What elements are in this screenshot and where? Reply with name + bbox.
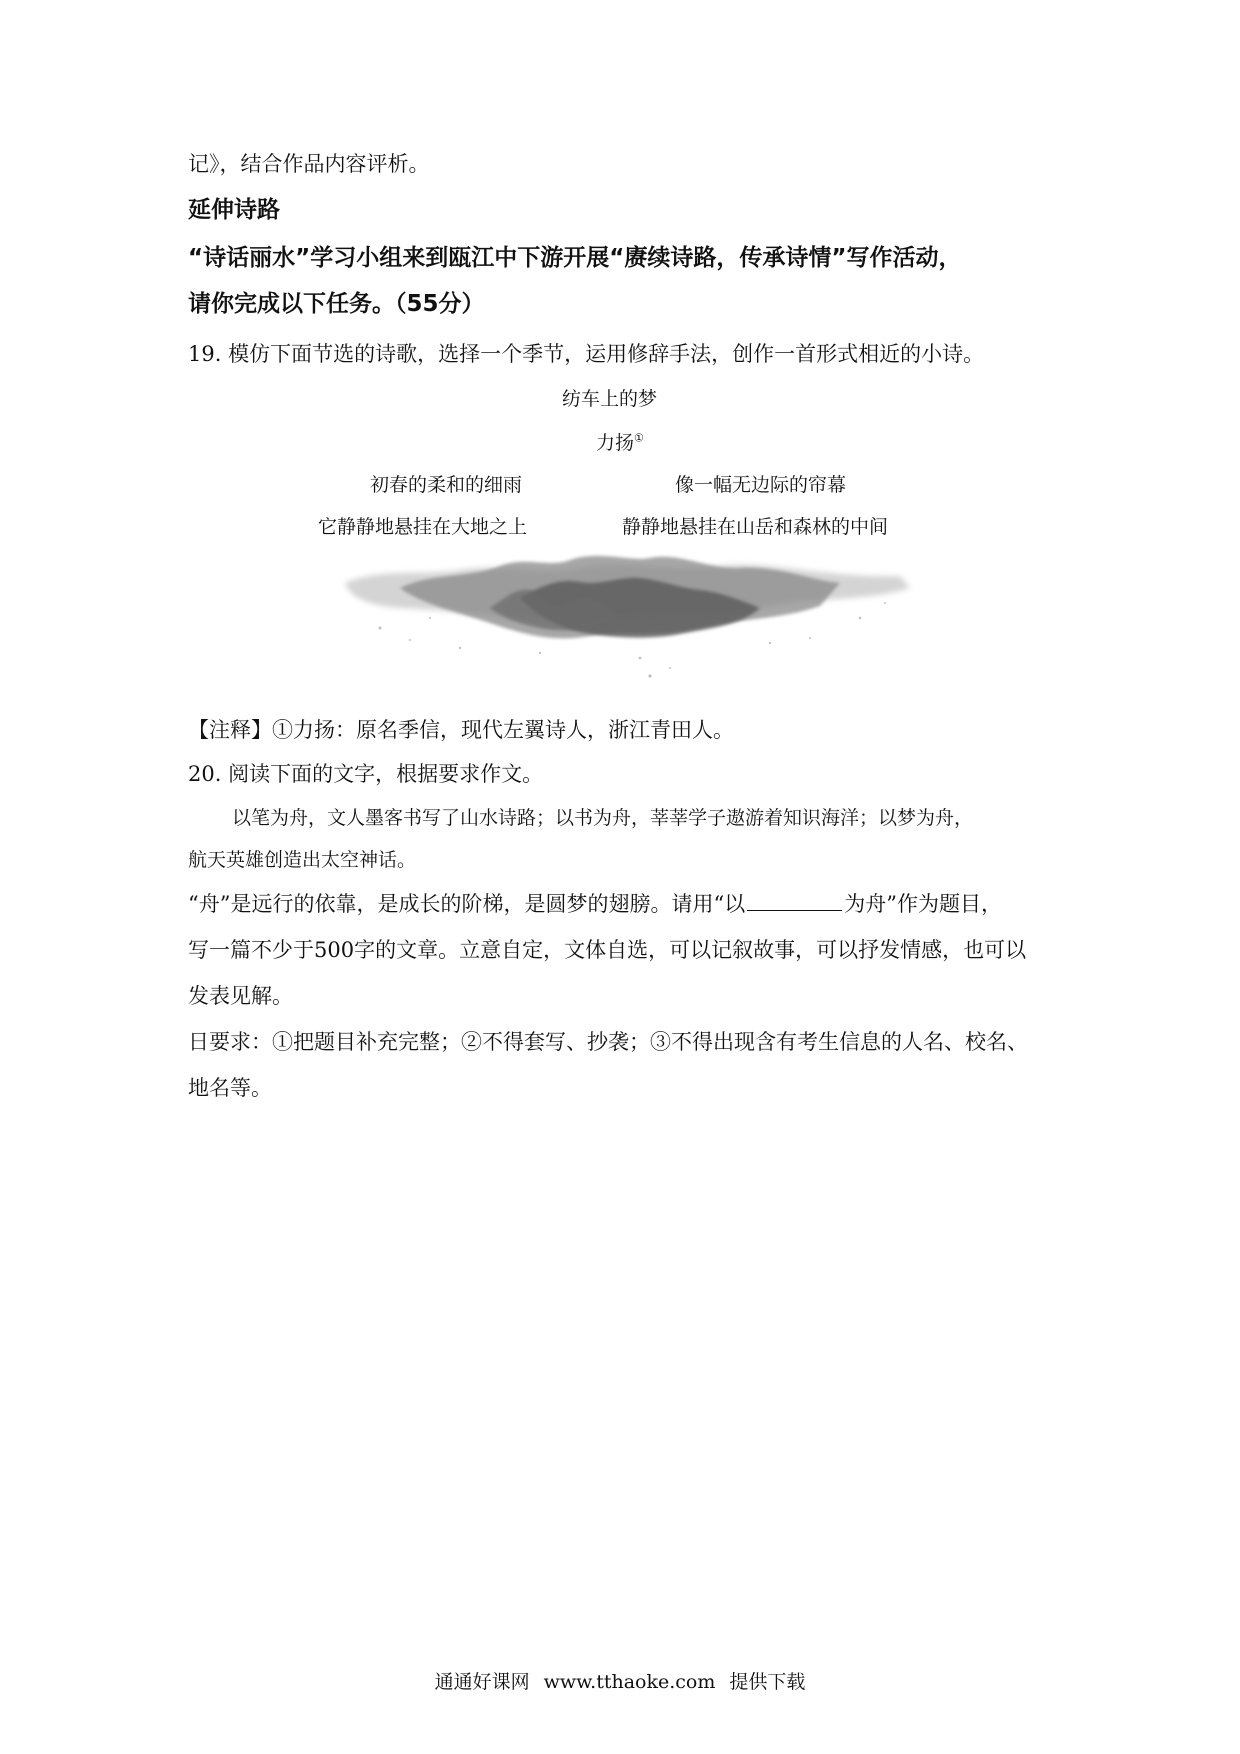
prompt-paragraph-line: 航天英雄创造出太空神话。 bbox=[188, 849, 417, 871]
question-20: 20. 阅读下面的文字，根据要求作文。 bbox=[188, 762, 544, 786]
ink-landscape-painting bbox=[340, 548, 920, 688]
poem-author-name: 力扬 bbox=[596, 432, 635, 454]
footer-site-name: 通通好课网 bbox=[434, 1671, 530, 1693]
poem-line: 静静地悬挂在山岳和森林的中间 bbox=[622, 516, 889, 538]
text-line: 记》，结合作品内容评析。 bbox=[188, 152, 430, 176]
poem-line: 它静静地悬挂在大地之上 bbox=[318, 516, 528, 538]
requirements-line: 日要求：①把题目补充完整；②不得套写、抄袭；③不得出现含有考生信息的人名、校名、 bbox=[188, 1030, 1028, 1054]
poem-line: 像一幅无边际的帘幕 bbox=[675, 474, 847, 496]
question-19: 19. 模仿下面节选的诗歌，选择一个季节，运用修辞手法，创作一首形式相近的小诗。 bbox=[188, 342, 985, 366]
intro-line: 请你完成以下任务。（55分） bbox=[188, 291, 485, 317]
intro-line: “诗话丽水”学习小组来到瓯江中下游开展“赓续诗路，传承诗情”写作活动， bbox=[188, 245, 962, 271]
footer-url[interactable]: www.tthaoke.com bbox=[543, 1671, 716, 1693]
title-prompt-suffix: 为舟”作为题目， bbox=[844, 892, 1002, 916]
section-heading: 延伸诗路 bbox=[188, 197, 280, 223]
prompt-paragraph-line: 以笔为舟，文人墨客书写了山水诗路；以书为舟，莘莘学子遨游着知识海洋；以梦为舟， bbox=[232, 807, 974, 829]
poem-line: 初春的柔和的细雨 bbox=[370, 474, 523, 496]
prompt-line: 写一篇不少于500字的文章。立意自定，文体自选，可以记叙故事，可以抒发情感，也可以 bbox=[188, 938, 1027, 962]
poem-title: 纺车上的梦 bbox=[562, 388, 658, 410]
requirements-line: 地名等。 bbox=[188, 1076, 272, 1100]
prompt-line: 发表见解。 bbox=[188, 984, 293, 1008]
title-prompt-prefix: “舟”是远行的依靠，是成长的阶梯，是圆梦的翅膀。请用“以 bbox=[188, 892, 746, 916]
title-blank bbox=[747, 892, 842, 911]
page-footer bbox=[0, 1667, 1240, 1694]
footer-tail: 提供下载 bbox=[729, 1671, 806, 1693]
footnote-mark: ① bbox=[634, 431, 644, 445]
footnote: 【注释】①力扬：原名季信，现代左翼诗人，浙江青田人。 bbox=[188, 718, 734, 742]
prompt-title-line bbox=[188, 890, 1002, 918]
poem-author bbox=[596, 428, 644, 455]
